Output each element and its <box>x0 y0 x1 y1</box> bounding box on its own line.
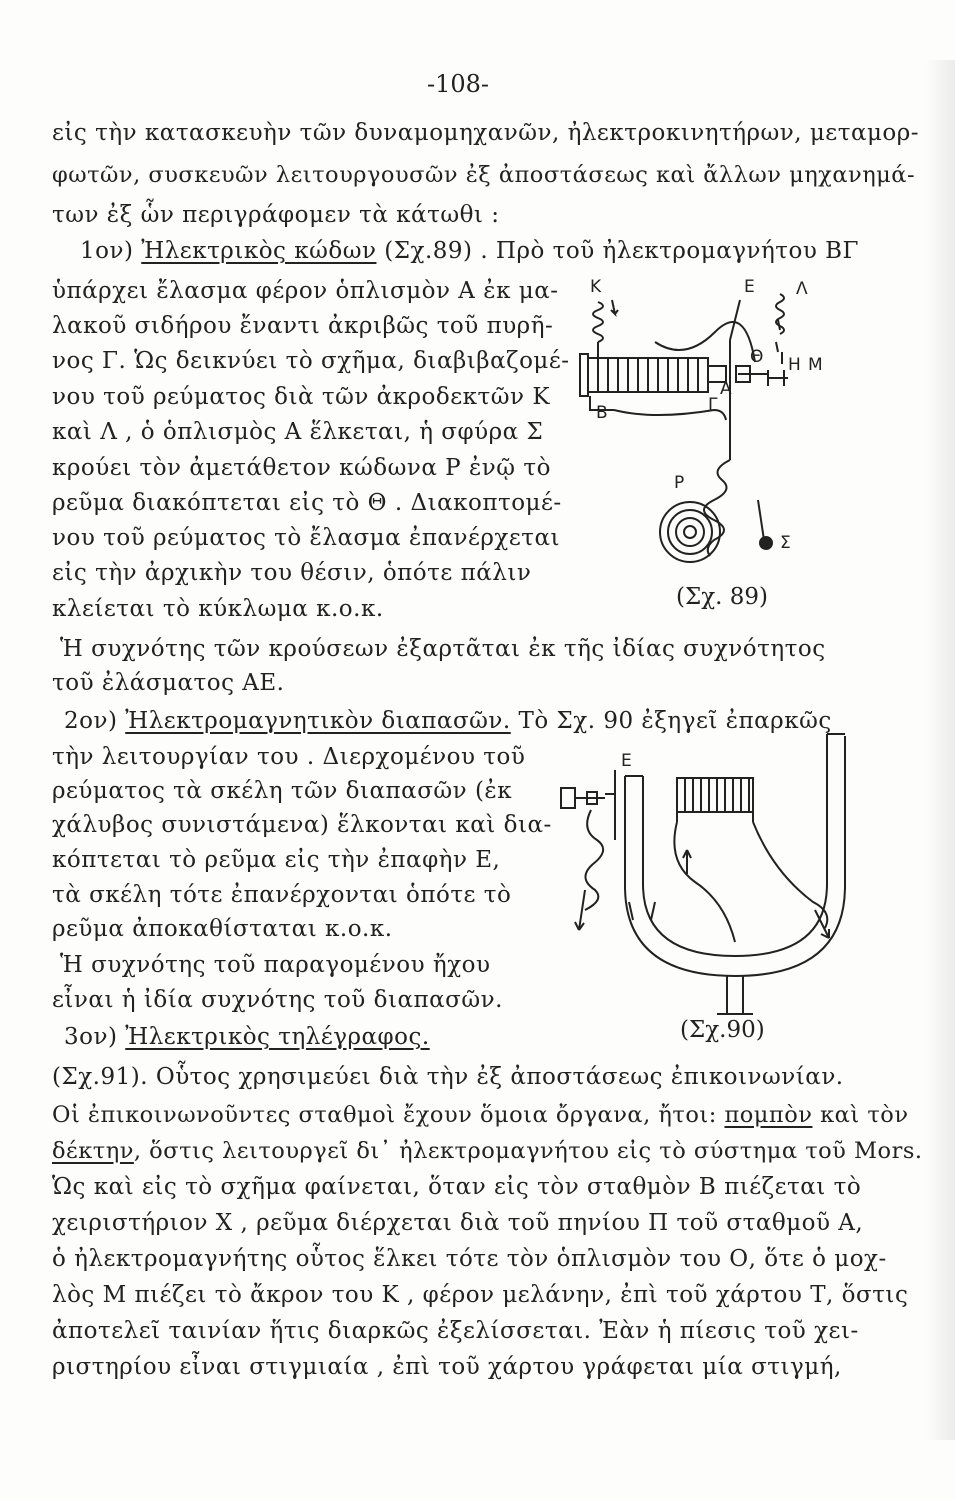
section2-heading <box>64 706 832 736</box>
s1-line-7: ρεῦμα διακόπτεται εἰς τὸ Θ . Διακοπτομέ- <box>52 490 562 516</box>
intro-line-1: εἰς τὴν κατασκευὴν τῶν δυναμομηχανῶν, ἠλεκτροκινητήρων, μεταμορ- <box>52 120 920 146</box>
s3-line-5: χειριστήριον Χ , ρεῦμα διέρχεται διὰ τοῦ πηνίου Π τοῦ σταθμοῦ Α, <box>52 1210 864 1236</box>
section1-title: Ἠλεκτρικὸς κώδων <box>141 238 377 264</box>
figure-90-caption: (Σχ.90) <box>680 1017 765 1043</box>
s2-line-5: τὰ σκέλη τότε ἐπανέρχονται ὁπότε τὸ <box>52 882 512 908</box>
section1-ref: (Σχ.89) . Πρὸ τοῦ ἠλεκτρομαγνήτου ΒΓ <box>384 238 859 264</box>
label-p: Ρ <box>674 473 685 493</box>
s1-line-2: λακοῦ σιδήρου ἔναντι ἀκριβῶς τοῦ πυρῆ- <box>52 313 554 339</box>
s1-line-1: ὑπάρχει ἔλασμα φέρον ὁπλισμὸν Α ἐκ μα- <box>52 278 559 304</box>
page-edge-shadow <box>925 60 955 1440</box>
section1-heading <box>80 236 859 266</box>
s3-line-8: ἀποτελεῖ ταινίαν ἥτις διαρκῶς ἐξελίσσεται. Ἐὰν ἡ πίεσις τοῦ χει- <box>52 1318 859 1344</box>
section3-number: 3ον) <box>64 1024 118 1050</box>
s1-line-5: καὶ Λ , ὁ ὁπλισμὸς Α ἕλκεται, ἡ σφύρα Σ <box>52 419 544 445</box>
s2-line-3: χάλυβος συνιστάμενα) ἕλκονται καὶ δια- <box>52 812 552 838</box>
section2-ref: Τὸ Σχ. 90 ἐξηγεῖ ἐπαρκῶς <box>518 708 832 734</box>
s1-line-3: νος Γ. Ὡς δεικνύει τὸ σχῆμα, διαβιβαζομέ- <box>52 348 570 374</box>
section1-number: 1ον) <box>80 238 134 264</box>
s2-line-2: ρεύματος τὰ σκέλη τῶν διαπασῶν (ἐκ <box>52 778 513 804</box>
s1-line-4: νου τοῦ ρεύματος διὰ τῶν ἀκροδεκτῶν Κ <box>52 384 550 410</box>
label-a: Α <box>720 379 732 399</box>
s1-line-10: κλείεται τὸ κύκλωμα κ.ο.κ. <box>52 596 384 622</box>
s3-line-2 <box>52 1100 909 1130</box>
hammer-s <box>760 537 772 549</box>
fig90-label-e: Ε <box>621 751 632 771</box>
label-s: Σ <box>780 533 791 553</box>
s1-freq-line-2: τοῦ ἐλάσματος ΑΕ. <box>52 670 285 696</box>
label-theta: Θ <box>750 347 764 367</box>
s3-kai-ton: καὶ τὸν <box>820 1102 909 1128</box>
s3-line-9: ριστηρίου εἶναι στιγμιαία , ἐπὶ τοῦ χάρτου γράφεται μία στιγμή, <box>52 1354 842 1380</box>
s3-line-6: ὁ ἠλεκτρομαγνήτης οὗτος ἕλκει τότε τὸν ὁπλισμὸν του Ο, ὅτε ὁ μοχ- <box>52 1246 887 1272</box>
label-m: Μ <box>808 355 823 375</box>
s2-line-6: ρεῦμα ἀποκαθίσταται κ.ο.κ. <box>52 916 393 942</box>
s3-line-4: Ὡς καὶ εἰς τὸ σχῆμα φαίνεται, ὅταν εἰς τὸν σταθμὸν Β πιέζεται τὸ <box>52 1174 862 1200</box>
s1-line-8: νου τοῦ ρεύματος τὸ ἔλασμα ἐπανέρχεται <box>52 525 561 551</box>
label-e: Ε <box>744 277 755 297</box>
s2-line-7: Ἡ συχνότης τοῦ παραγομένου ἤχου <box>60 952 491 978</box>
s2-line-1: τὴν λειτουργίαν του . Διερχομένου τοῦ <box>52 744 526 770</box>
section3-heading <box>64 1022 430 1052</box>
s3-line-7: λὸς Μ πιέζει τὸ ἄκρον του Κ , φέρον μελάνην, ἐπὶ τοῦ χάρτου Τ, ὅστις <box>52 1282 909 1308</box>
s1-line-6: κρούει τὸν ἀμετάθετον κώδωνα Ρ ἐνῷ τὸ <box>52 455 551 481</box>
label-h: Η <box>788 355 801 375</box>
label-lambda: Λ <box>796 279 808 299</box>
s1-freq-line-1: Ἡ συχνότης τῶν κρούσεων ἐξαρτᾶται ἐκ τῆς ἰδίας συχνότητος <box>60 636 826 662</box>
s3-line-2-text: Οἱ ἐπικοινωνοῦντες σταθμοὶ ἔχουν ὅμοια ὄργανα, ἤτοι: <box>52 1102 717 1128</box>
intro-line-3: των ἐξ ὧν περιγράφομεν τὰ κάτωθι : <box>52 202 500 228</box>
blade-e <box>730 300 740 340</box>
label-b: Β <box>596 403 608 423</box>
s1-line-9: εἰς τὴν ἀρχικὴν του θέσιν, ὁπότε πάλιν <box>52 560 532 586</box>
section2-number: 2ον) <box>64 708 118 734</box>
section3-title: Ἠλεκτρικὸς τηλέγραφος. <box>125 1024 430 1050</box>
s2-line-8: εἶναι ἡ ἰδία συχνότης τοῦ διαπασῶν. <box>52 987 503 1013</box>
s2-line-4: κόπτεται τὸ ρεῦμα εἰς τὴν ἐπαφὴν Ε, <box>52 847 501 873</box>
s3-line-1: (Σχ.91). Οὗτος χρησιμεύει διὰ τὴν ἐξ ἀποστάσεως ἐπικοινωνίαν. <box>52 1064 844 1090</box>
s3-line-3 <box>52 1136 923 1166</box>
figure-89-caption: (Σχ. 89) <box>676 584 769 610</box>
page-number: -108- <box>427 70 490 98</box>
s3-pompon: πομπὸν <box>724 1102 813 1128</box>
label-g: Γ <box>708 395 718 415</box>
figure-90-tuning-fork <box>555 750 885 1010</box>
spring-k <box>593 302 603 342</box>
s3-line-3-rest: , ὅστις λειτουργεῖ δι᾿ ἠλεκτρομαγνήτου εἰς τὸ σύστημα τοῦ Mors. <box>133 1138 923 1164</box>
intro-line-2: φωτῶν, συσκευῶν λειτουργουσῶν ἐξ ἀποστάσεως καὶ ἄλλων μηχανημά- <box>52 162 916 188</box>
section2-title: Ἠλεκτρομαγνητικὸν διαπασῶν. <box>125 708 511 734</box>
s3-dektin: δέκτην <box>52 1138 134 1164</box>
fork-inner <box>643 734 827 956</box>
label-k: Κ <box>590 277 602 297</box>
figure-89-electric-bell <box>570 270 840 600</box>
